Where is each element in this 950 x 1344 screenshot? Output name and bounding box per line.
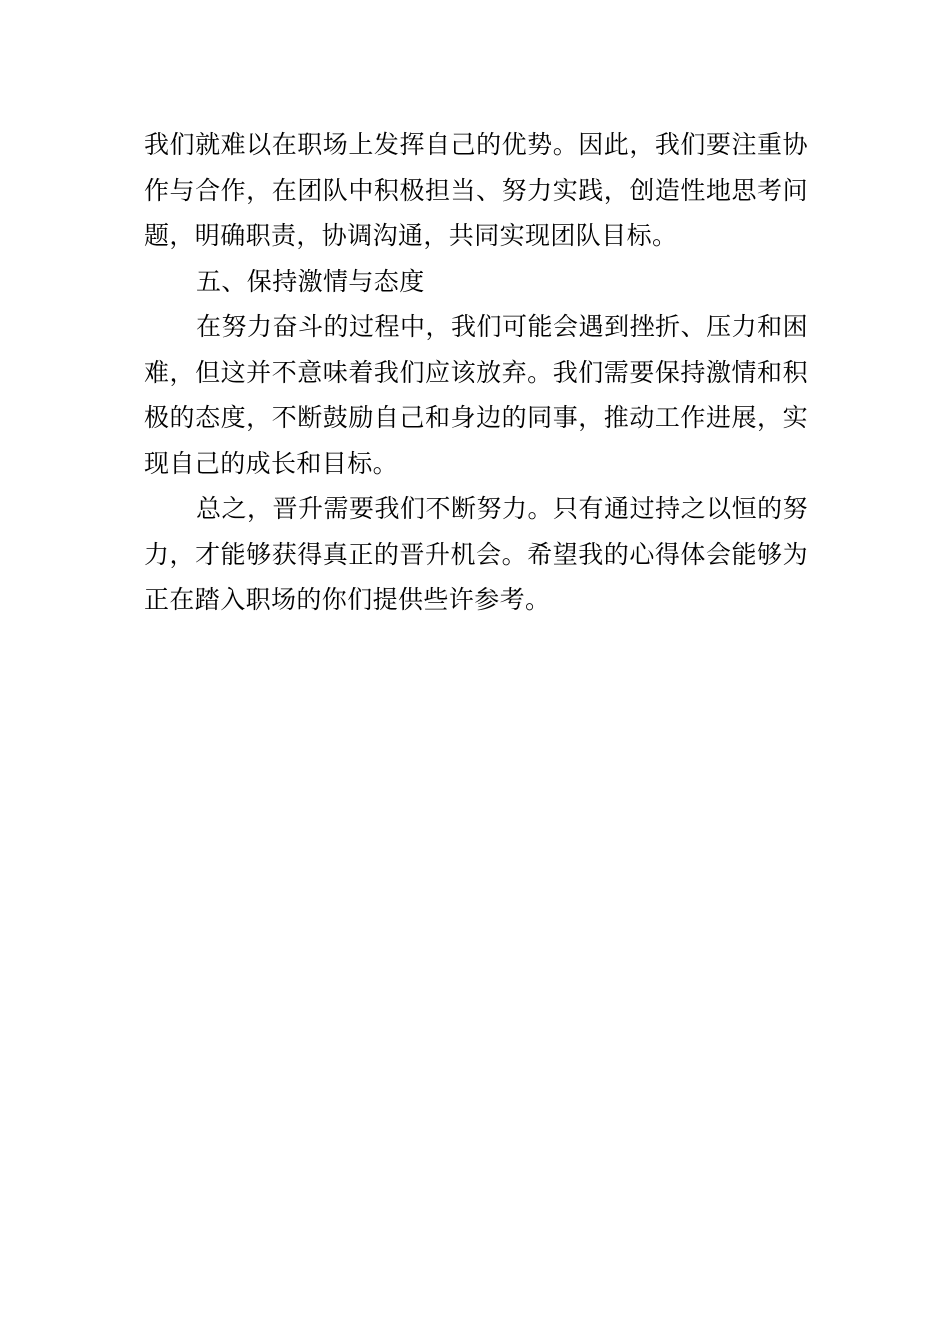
paragraph-conclusion: 总之，晋升需要我们不断努力。只有通过持之以恒的努力，才能够获得真正的晋升机会。希望我的心得体会能够为正在踏入职场的你们提供些许参考。: [144, 494, 808, 614]
paragraph-teamwork-continued: 我们就难以在职场上发挥自己的优势。因此，我们要注重协作与合作，在团队中积极担当、努力实践，创造性地思考问题，明确职责，协调沟通，共同实现团队目标。: [144, 130, 808, 250]
document-body: [144, 122, 808, 623]
section-heading-passion-attitude: 五、保持激情与态度: [196, 266, 425, 296]
paragraph-passion-attitude: 在努力奋斗的过程中，我们可能会遇到挫折、压力和困难，但这并不意味着我们应该放弃。我们需要保持激情和积极的态度，不断鼓励自己和身边的同事，推动工作进展，实现自己的成长和目标。: [144, 312, 808, 478]
